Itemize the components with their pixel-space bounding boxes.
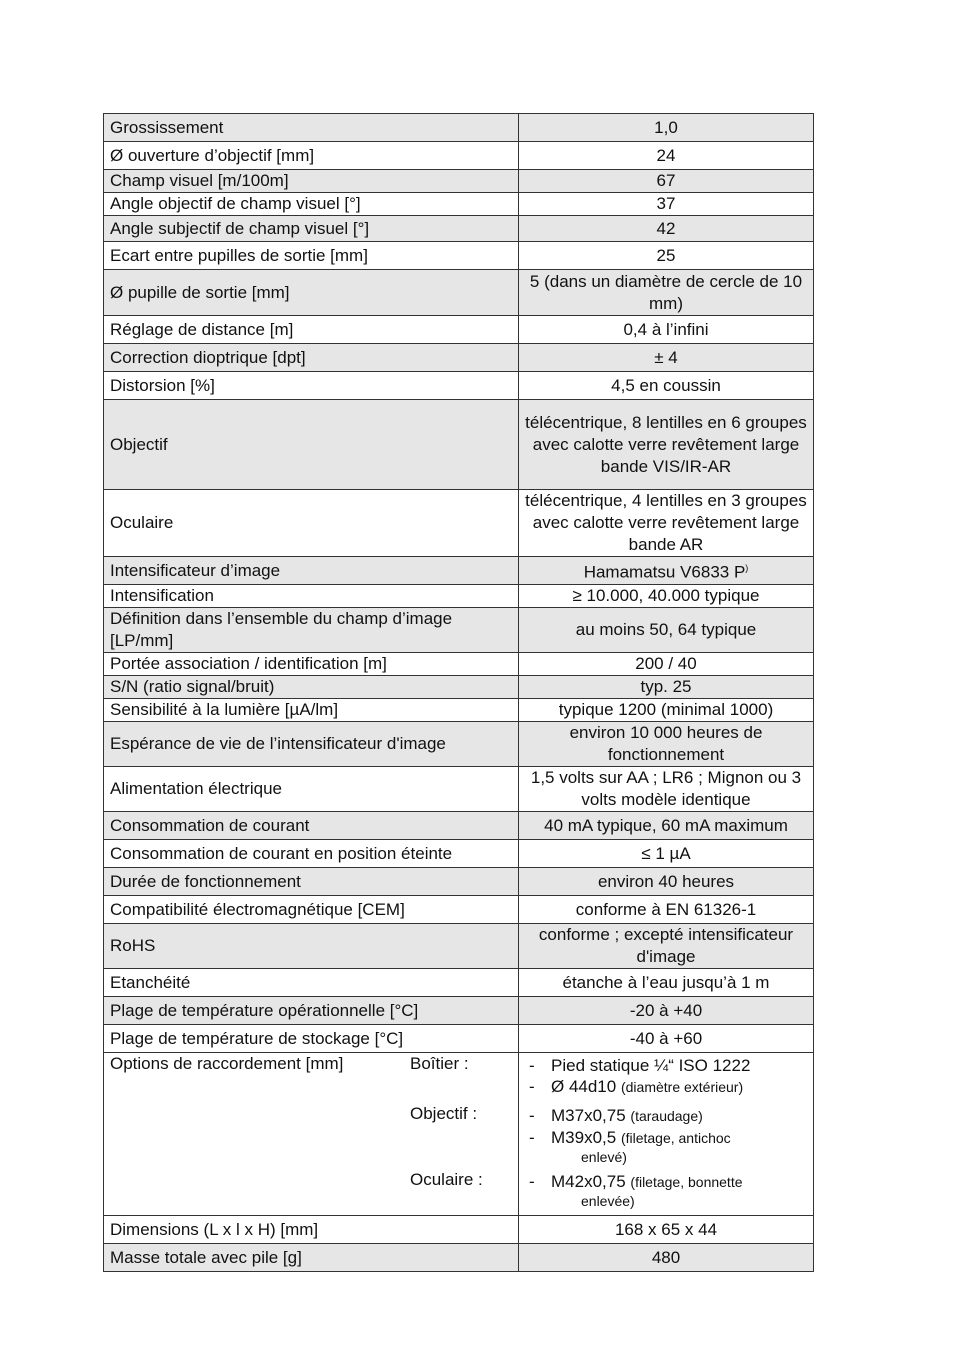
options-item-main: M37x0,75: [551, 1106, 626, 1125]
spec-row: [104, 653, 814, 676]
options-item: [529, 1076, 813, 1098]
spec-row: [104, 114, 814, 142]
spec-value-text: ≥ 10.000, 40.000 typique: [572, 586, 760, 605]
spec-row: [104, 170, 814, 193]
spec-label: Sensibilité à la lumière [µA/lm]: [104, 699, 519, 722]
spec-value-text: -20 à +40: [629, 1000, 703, 1020]
options-title: Options de raccordement [mm]: [110, 1054, 344, 1073]
options-group-name: Oculaire :: [410, 1170, 483, 1189]
spec-label: Angle objectif de champ visuel [°]: [104, 193, 519, 216]
spec-label: Consommation de courant en position éteinte: [104, 840, 519, 868]
spec-label: Oculaire: [104, 490, 519, 557]
spec-row: [104, 142, 814, 170]
spec-value: [519, 997, 814, 1025]
spec-row: [104, 316, 814, 344]
options-value-cell: [519, 1053, 814, 1216]
spec-value-text: 24: [656, 145, 676, 165]
spec-value-text: télécentrique, 8 lentilles en 6 groupes avec calotte verre revêtement large bande VIS/IR-AR: [525, 412, 807, 476]
spec-label: Etanchéité: [104, 969, 519, 997]
spec-row: [104, 270, 814, 316]
spec-row: [104, 1216, 814, 1244]
spec-value-text: 0,4 à l’infini: [623, 319, 709, 339]
specifications-body: [104, 114, 814, 1272]
spec-value-text: 480: [651, 1247, 681, 1267]
options-item: [529, 1171, 813, 1193]
options-group: [529, 1171, 813, 1215]
spec-label: Portée association / identification [m]: [104, 653, 519, 676]
spec-row: [104, 344, 814, 372]
spec-value: [519, 924, 814, 969]
spec-value-text: ≤ 1 µA: [641, 843, 691, 863]
spec-value-text: 1,0: [654, 117, 678, 137]
list-dash: -: [529, 1172, 535, 1191]
spec-value: [519, 242, 814, 270]
spec-value: [519, 653, 814, 676]
spec-value: [519, 767, 814, 812]
spec-label: Consommation de courant: [104, 812, 519, 840]
spec-value: [519, 1216, 814, 1244]
spec-row: [104, 216, 814, 242]
spec-row: [104, 840, 814, 868]
spec-label: Ecart entre pupilles de sortie [mm]: [104, 242, 519, 270]
options-item-main: Pied statique ¼“ ISO 1222: [551, 1056, 751, 1075]
list-dash: -: [529, 1106, 535, 1125]
spec-label: Ø pupille de sortie [mm]: [104, 270, 519, 316]
options-item-note: (filetage, bonnette: [630, 1174, 743, 1190]
spec-value: [519, 868, 814, 896]
spec-value: [519, 170, 814, 193]
spec-value: [519, 270, 814, 316]
spec-row: [104, 193, 814, 216]
spec-label: Grossissement: [104, 114, 519, 142]
spec-value: [519, 372, 814, 400]
spec-row: [104, 490, 814, 557]
spec-value-text: télécentrique, 4 lentilles en 3 groupes avec calotte verre revêtement large bande AR: [525, 491, 807, 554]
options-group-name: Objectif :: [410, 1104, 478, 1123]
spec-value: [519, 344, 814, 372]
spec-label: Distorsion [%]: [104, 372, 519, 400]
spec-row: [104, 242, 814, 270]
options-group: [529, 1105, 813, 1171]
spec-value-text: 200 / 40: [635, 654, 697, 673]
spec-value-text: 1,5 volts sur AA ; LR6 ; Mignon ou 3 volts modèle identique: [530, 768, 802, 809]
spec-value: [519, 676, 814, 699]
spec-value: [519, 114, 814, 142]
spec-row: [104, 722, 814, 767]
options-item-note: (taraudage): [630, 1108, 703, 1124]
options-item-note-continued: enlevée): [581, 1193, 635, 1209]
spec-value-text: 40 mA typique, 60 mA maximum: [544, 815, 788, 835]
spec-value: [519, 490, 814, 557]
spec-row: [104, 969, 814, 997]
spec-label: Espérance de vie de l’intensificateur d'image: [104, 722, 519, 767]
spec-value-text: étanche à l’eau jusqu’à 1 m: [562, 972, 770, 992]
options-item-main: M39x0,5: [551, 1128, 617, 1147]
spec-label: Plage de température opérationnelle [°C]: [104, 997, 519, 1025]
spec-row: [104, 812, 814, 840]
specifications-table: [103, 113, 814, 1272]
spec-value-text: 67: [656, 171, 676, 190]
options-label-cell: [104, 1053, 519, 1216]
spec-row: [104, 585, 814, 608]
spec-row: [104, 557, 814, 585]
spec-value: [519, 1025, 814, 1053]
spec-value: [519, 608, 814, 653]
spec-value: [519, 400, 814, 490]
options-item-note-continued: enlevé): [581, 1149, 627, 1165]
spec-value-text: conforme à EN 61326-1: [575, 899, 757, 919]
spec-label: Alimentation électrique: [104, 767, 519, 812]
spec-value-text: 37: [656, 194, 676, 213]
spec-label: Durée de fonctionnement: [104, 868, 519, 896]
spec-row: [104, 1244, 814, 1272]
list-dash: -: [529, 1056, 535, 1075]
spec-value: [519, 840, 814, 868]
spec-row: [104, 676, 814, 699]
spec-value-text: Hamamatsu V6833 P: [583, 562, 746, 582]
options-group: [529, 1055, 813, 1105]
spec-value-text: conforme ; excepté intensificateur d'image: [538, 925, 794, 966]
spec-row: [104, 868, 814, 896]
spec-value: [519, 585, 814, 608]
options-item-main: Ø 44d10: [551, 1077, 617, 1096]
spec-label: RoHS: [104, 924, 519, 969]
options-item-main: M42x0,75: [551, 1172, 626, 1191]
spec-label: Correction dioptrique [dpt]: [104, 344, 519, 372]
options-item: [529, 1105, 813, 1127]
spec-label: S/N (ratio signal/bruit): [104, 676, 519, 699]
spec-label: Champ visuel [m/100m]: [104, 170, 519, 193]
options-item: [529, 1055, 813, 1076]
spec-value: [519, 193, 814, 216]
spec-row: [104, 924, 814, 969]
spec-value: [519, 722, 814, 767]
options-item: [529, 1127, 813, 1149]
spec-value-text: 168 x 65 x 44: [614, 1219, 718, 1239]
spec-value: [519, 216, 814, 242]
list-dash: -: [529, 1077, 535, 1096]
options-item-note: (filetage, antichoc: [620, 1130, 731, 1146]
spec-value: [519, 896, 814, 924]
spec-value: [519, 142, 814, 170]
spec-row: [104, 608, 814, 653]
spec-value: [519, 969, 814, 997]
spec-value-text: typique 1200 (minimal 1000): [558, 700, 774, 719]
spec-value-text: 4,5 en coussin: [611, 375, 721, 395]
spec-label: Définition dans l’ensemble du champ d’image [LP/mm]: [104, 608, 519, 653]
spec-row: [104, 997, 814, 1025]
spec-value-text: au moins 50, 64 typique: [575, 620, 757, 639]
spec-value-text: ± 4: [654, 347, 678, 367]
spec-value-text: 42: [656, 218, 676, 238]
spec-value-text: 25: [656, 245, 676, 265]
spec-value-text: environ 40 heures: [597, 871, 735, 891]
list-dash: -: [529, 1128, 535, 1147]
spec-value: [519, 316, 814, 344]
spec-row: [104, 896, 814, 924]
spec-value: [519, 812, 814, 840]
spec-label: Réglage de distance [m]: [104, 316, 519, 344]
spec-label: Angle subjectif de champ visuel [°]: [104, 216, 519, 242]
spec-row: [104, 699, 814, 722]
spec-value: [519, 1244, 814, 1272]
spec-value-superscript: ): [745, 563, 749, 574]
spec-label: Dimensions (L x l x H) [mm]: [104, 1216, 519, 1244]
spec-value-text: 5 (dans un diamètre de cercle de 10 mm): [529, 271, 803, 313]
spec-label: Intensification: [104, 585, 519, 608]
spec-value: [519, 557, 814, 585]
spec-label: Compatibilité électromagnétique [CEM]: [104, 896, 519, 924]
spec-row: [104, 372, 814, 400]
spec-value-text: typ. 25: [640, 677, 692, 696]
options-row: [104, 1053, 814, 1216]
spec-value-text: -40 à +60: [629, 1028, 703, 1048]
spec-value-text: environ 10 000 heures de fonctionnement: [569, 723, 763, 764]
spec-label: Plage de température de stockage [°C]: [104, 1025, 519, 1053]
options-item-note: (diamètre extérieur): [620, 1079, 744, 1095]
spec-label: Masse totale avec pile [g]: [104, 1244, 519, 1272]
spec-value: [519, 699, 814, 722]
spec-row: [104, 400, 814, 490]
options-group-name: Boîtier :: [410, 1054, 469, 1073]
spec-label: Ø ouverture d’objectif [mm]: [104, 142, 519, 170]
spec-row: [104, 1025, 814, 1053]
spec-label: Objectif: [104, 400, 519, 490]
spec-row: [104, 767, 814, 812]
spec-label: Intensificateur d’image: [104, 557, 519, 585]
